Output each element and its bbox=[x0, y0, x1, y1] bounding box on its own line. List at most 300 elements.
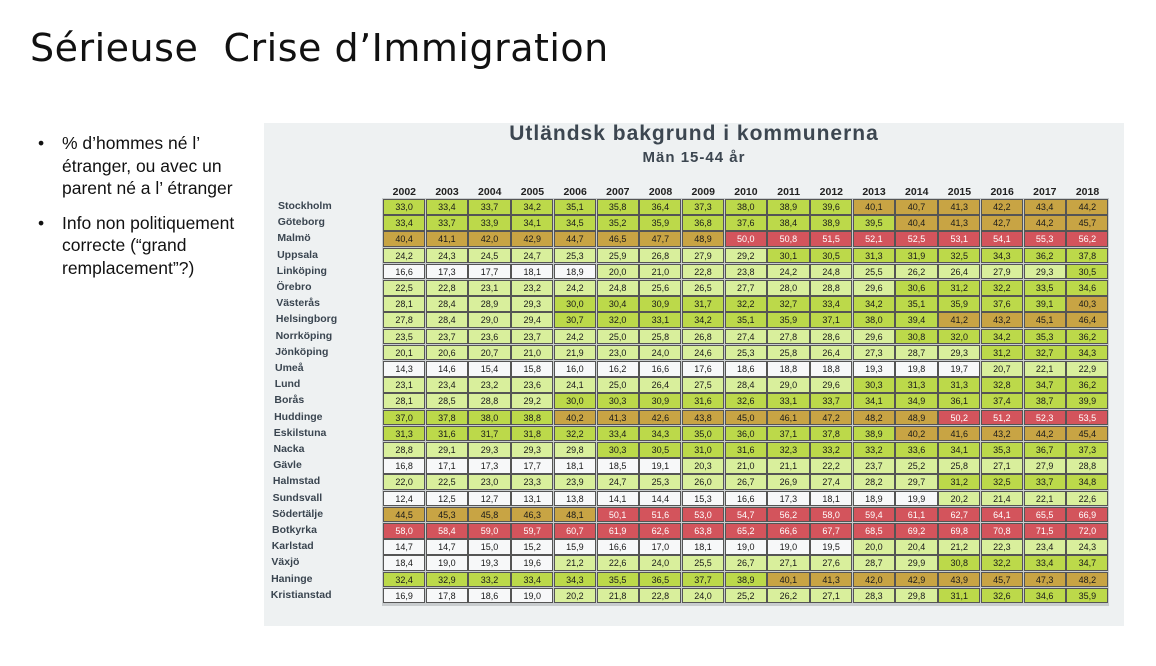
table-cell: 34,7 bbox=[1066, 555, 1108, 571]
table-cell: 22,6 bbox=[1066, 491, 1108, 507]
table-cell: 32,0 bbox=[597, 312, 639, 328]
table-cell: 65,2 bbox=[725, 523, 767, 539]
table-cell: 23,1 bbox=[383, 377, 425, 393]
table-cell: 30,3 bbox=[853, 377, 895, 393]
table-cell: 40,1 bbox=[853, 199, 895, 215]
table-cell: 58,0 bbox=[383, 523, 425, 539]
table-cell: 30,5 bbox=[1066, 264, 1108, 280]
table-cell: 33,0 bbox=[383, 199, 425, 215]
table-cell: 32,5 bbox=[981, 474, 1023, 490]
table-cell: 45,8 bbox=[468, 507, 510, 523]
table-cell: 40,4 bbox=[383, 231, 425, 247]
table-cell: 22,2 bbox=[810, 458, 852, 474]
table-cell: 40,2 bbox=[554, 410, 596, 426]
table-cell: 40,7 bbox=[895, 199, 937, 215]
table-cell: 43,2 bbox=[981, 312, 1023, 328]
table-cell: 23,2 bbox=[468, 377, 510, 393]
table-cell: 58,4 bbox=[426, 523, 468, 539]
table-cell: 37,1 bbox=[767, 426, 809, 442]
table-cell: 31,1 bbox=[938, 588, 980, 604]
year-header: 2009 bbox=[691, 186, 715, 198]
table-cell: 33,7 bbox=[1024, 474, 1066, 490]
table-cell: 31,3 bbox=[938, 377, 980, 393]
table-cell: 19,7 bbox=[938, 361, 980, 377]
table-cell: 16,6 bbox=[725, 491, 767, 507]
table-cell: 41,2 bbox=[938, 312, 980, 328]
table-cell: 33,7 bbox=[426, 215, 468, 231]
table-cell: 32,2 bbox=[981, 555, 1023, 571]
table-cell: 22,3 bbox=[981, 539, 1023, 555]
table-cell: 19,0 bbox=[426, 555, 468, 571]
table-cell: 21,2 bbox=[554, 555, 596, 571]
table-cell: 38,4 bbox=[767, 215, 809, 231]
table-cell: 43,4 bbox=[1024, 199, 1066, 215]
table-cell: 45,3 bbox=[426, 507, 468, 523]
table-cell: 22,5 bbox=[426, 474, 468, 490]
table-cell: 37,0 bbox=[383, 410, 425, 426]
table-cell: 26,0 bbox=[682, 474, 724, 490]
table-cell: 32,5 bbox=[938, 248, 980, 264]
table-cell: 29,0 bbox=[468, 312, 510, 328]
city-label: Södertälje bbox=[272, 507, 324, 520]
table-cell: 38,7 bbox=[1024, 393, 1066, 409]
table-cell: 45,7 bbox=[1066, 215, 1108, 231]
table-cell: 33,4 bbox=[1024, 555, 1066, 571]
table-cell: 25,3 bbox=[554, 248, 596, 264]
table-cell: 44,5 bbox=[383, 507, 425, 523]
table-cell: 16,6 bbox=[597, 539, 639, 555]
table-cell: 19,0 bbox=[767, 539, 809, 555]
table-cell: 38,9 bbox=[853, 426, 895, 442]
table-cell: 30,6 bbox=[895, 280, 937, 296]
table-cell: 29,4 bbox=[511, 312, 553, 328]
table-cell: 31,2 bbox=[938, 280, 980, 296]
table-cell: 35,3 bbox=[981, 442, 1023, 458]
table-cell: 38,9 bbox=[767, 199, 809, 215]
table-cell: 24,2 bbox=[383, 248, 425, 264]
table-cell: 36,7 bbox=[1024, 442, 1066, 458]
table-cell: 29,3 bbox=[511, 296, 553, 312]
table-cell: 31,8 bbox=[511, 426, 553, 442]
table-cell: 29,6 bbox=[810, 377, 852, 393]
table-cell: 26,8 bbox=[639, 248, 681, 264]
table-cell: 68,5 bbox=[853, 523, 895, 539]
table-cell: 35,9 bbox=[767, 312, 809, 328]
table-cell: 32,7 bbox=[767, 296, 809, 312]
table-cell: 31,7 bbox=[682, 296, 724, 312]
table-cell: 25,9 bbox=[597, 248, 639, 264]
table-cell: 26,7 bbox=[725, 555, 767, 571]
table-cell: 47,7 bbox=[639, 231, 681, 247]
table-cell: 40,3 bbox=[1066, 296, 1108, 312]
table-cell: 38,9 bbox=[725, 572, 767, 588]
table-cell: 20,7 bbox=[468, 345, 510, 361]
table-cell: 34,6 bbox=[1066, 280, 1108, 296]
table-cell: 33,7 bbox=[810, 393, 852, 409]
table-cell: 53,1 bbox=[938, 231, 980, 247]
table-cell: 39,6 bbox=[810, 199, 852, 215]
table-cell: 33,1 bbox=[639, 312, 681, 328]
table-cell: 19,6 bbox=[511, 555, 553, 571]
table-cell: 29,6 bbox=[853, 329, 895, 345]
table-cell: 34,6 bbox=[1024, 588, 1066, 604]
year-header: 2016 bbox=[990, 186, 1014, 198]
table-cell: 39,9 bbox=[1066, 393, 1108, 409]
table-cell: 35,2 bbox=[597, 215, 639, 231]
table-cell: 19,0 bbox=[725, 539, 767, 555]
table-cell: 32,6 bbox=[725, 393, 767, 409]
table-cell: 28,7 bbox=[853, 555, 895, 571]
table-cell: 31,6 bbox=[682, 393, 724, 409]
table-cell: 34,8 bbox=[1066, 474, 1108, 490]
table-cell: 18,1 bbox=[810, 491, 852, 507]
table-cell: 27,9 bbox=[981, 264, 1023, 280]
slide-title: Sérieuse Crise d’Immigration bbox=[30, 26, 609, 70]
table-cell: 26,7 bbox=[725, 474, 767, 490]
table-cell: 14,1 bbox=[597, 491, 639, 507]
table-cell: 30,1 bbox=[767, 248, 809, 264]
year-header: 2018 bbox=[1075, 186, 1100, 198]
table-cell: 59,4 bbox=[853, 507, 895, 523]
table-cell: 30,8 bbox=[895, 329, 937, 345]
table-cell: 18,1 bbox=[554, 458, 596, 474]
table-cell: 17,3 bbox=[468, 458, 510, 474]
table-cell: 45,0 bbox=[725, 410, 767, 426]
table-cell: 26,4 bbox=[938, 264, 980, 280]
city-label: Malmö bbox=[277, 232, 311, 245]
table-cell: 25,8 bbox=[938, 458, 980, 474]
table-cell: 19,3 bbox=[853, 361, 895, 377]
table-cell: 17,0 bbox=[639, 539, 681, 555]
year-header: 2014 bbox=[905, 186, 929, 198]
table-cell: 28,6 bbox=[810, 329, 852, 345]
table-cell: 24,0 bbox=[639, 345, 681, 361]
table-cell: 28,8 bbox=[1066, 458, 1108, 474]
table-cell: 14,7 bbox=[426, 539, 468, 555]
table-cell: 41,6 bbox=[938, 426, 980, 442]
table-cell: 35,8 bbox=[597, 199, 639, 215]
table-cell: 34,2 bbox=[511, 199, 553, 215]
table-cell: 35,9 bbox=[639, 215, 681, 231]
table-cell: 22,9 bbox=[1066, 361, 1108, 377]
table-cell: 37,3 bbox=[1066, 442, 1108, 458]
table-cell: 13,8 bbox=[554, 491, 596, 507]
table-cell: 53,0 bbox=[682, 507, 724, 523]
table-cell: 16,8 bbox=[383, 458, 425, 474]
table-cell: 15,0 bbox=[468, 539, 510, 555]
table-cell: 31,3 bbox=[895, 377, 937, 393]
table-cell: 22,5 bbox=[383, 280, 425, 296]
table-cell: 19,5 bbox=[810, 539, 852, 555]
year-header: 2007 bbox=[606, 186, 630, 198]
table-cell: 24,8 bbox=[810, 264, 852, 280]
city-label: Nacka bbox=[273, 443, 305, 455]
city-label: Norrköping bbox=[275, 329, 333, 342]
city-label: Lund bbox=[274, 378, 301, 391]
table-cell: 16,2 bbox=[597, 361, 639, 377]
table-cell: 29,6 bbox=[853, 280, 895, 296]
table-cell: 17,7 bbox=[511, 458, 553, 474]
table-cell: 14,6 bbox=[426, 361, 468, 377]
table-cell: 25,0 bbox=[597, 377, 639, 393]
table-cell: 52,5 bbox=[895, 231, 937, 247]
table-cell: 39,5 bbox=[853, 215, 895, 231]
table-cell: 70,8 bbox=[981, 523, 1023, 539]
table-cell: 37,1 bbox=[810, 312, 852, 328]
table-cell: 34,2 bbox=[682, 312, 724, 328]
table-cell: 26,2 bbox=[767, 588, 809, 604]
table-cell: 32,8 bbox=[981, 377, 1023, 393]
table-cell: 21,0 bbox=[639, 264, 681, 280]
table-cell: 17,3 bbox=[767, 491, 809, 507]
city-label: Halmstad bbox=[272, 475, 321, 488]
table-cell: 22,8 bbox=[682, 264, 724, 280]
table-cell: 37,7 bbox=[682, 572, 724, 588]
city-label: Göteborg bbox=[277, 216, 325, 229]
table-cell: 22,8 bbox=[639, 588, 681, 604]
year-header: 2013 bbox=[862, 186, 886, 198]
table-cell: 32,2 bbox=[554, 426, 596, 442]
table-cell: 40,1 bbox=[767, 572, 809, 588]
table-cell: 24,1 bbox=[554, 377, 596, 393]
table-cell: 32,2 bbox=[725, 296, 767, 312]
table-cell: 27,9 bbox=[1024, 458, 1066, 474]
table-cell: 24,3 bbox=[426, 248, 468, 264]
table-cell: 66,6 bbox=[767, 523, 809, 539]
table-cell: 50,2 bbox=[938, 410, 980, 426]
table-cell: 34,7 bbox=[1024, 377, 1066, 393]
table-cell: 58,0 bbox=[810, 507, 852, 523]
table-cell: 31,2 bbox=[981, 345, 1023, 361]
table-cell: 17,7 bbox=[468, 264, 510, 280]
table-cell: 30,4 bbox=[597, 296, 639, 312]
table-cell: 29,0 bbox=[767, 377, 809, 393]
table-cell: 69,2 bbox=[895, 523, 937, 539]
table-cell: 27,9 bbox=[682, 248, 724, 264]
table-cell: 23,5 bbox=[383, 329, 425, 345]
table-cell: 21,8 bbox=[597, 588, 639, 604]
table-cell: 20,7 bbox=[981, 361, 1023, 377]
table-cell: 41,3 bbox=[597, 410, 639, 426]
table-cell: 41,3 bbox=[810, 572, 852, 588]
table-cell: 30,0 bbox=[554, 393, 596, 409]
table-cell: 21,9 bbox=[554, 345, 596, 361]
table-cell: 29,3 bbox=[938, 345, 980, 361]
table-cell: 30,9 bbox=[639, 296, 681, 312]
year-header: 2006 bbox=[563, 186, 587, 198]
table-cell: 34,1 bbox=[938, 442, 980, 458]
table-cell: 34,2 bbox=[981, 329, 1023, 345]
table-cell: 21,1 bbox=[767, 458, 809, 474]
city-label: Eskilstuna bbox=[273, 426, 327, 439]
city-label: Kristianstad bbox=[270, 588, 332, 601]
table-cell: 15,3 bbox=[682, 491, 724, 507]
table-cell: 34,3 bbox=[554, 572, 596, 588]
table-cell: 32,9 bbox=[426, 572, 468, 588]
table-cell: 29,3 bbox=[511, 442, 553, 458]
table-cell: 41,3 bbox=[938, 199, 980, 215]
table-cell: 29,2 bbox=[511, 393, 553, 409]
table-cell: 16,0 bbox=[554, 361, 596, 377]
table-cell: 66,9 bbox=[1066, 507, 1108, 523]
table-cell: 23,2 bbox=[511, 280, 553, 296]
table-cell: 64,1 bbox=[981, 507, 1023, 523]
year-header: 2011 bbox=[777, 186, 801, 198]
table-cell: 14,4 bbox=[639, 491, 681, 507]
table-cell: 20,0 bbox=[853, 539, 895, 555]
table-cell: 19,0 bbox=[511, 588, 553, 604]
table-cell: 29,8 bbox=[895, 588, 937, 604]
year-header: 2003 bbox=[435, 186, 459, 198]
table-cell: 24,6 bbox=[682, 345, 724, 361]
table-cell: 18,9 bbox=[853, 491, 895, 507]
table-cell: 28,0 bbox=[767, 280, 809, 296]
table-cell: 56,2 bbox=[767, 507, 809, 523]
table-cell: 22,1 bbox=[1024, 491, 1066, 507]
table-cell: 22,6 bbox=[597, 555, 639, 571]
table-cell: 21,4 bbox=[981, 491, 1023, 507]
bullet-item: • Info non politiquement correcte (“grand remplacement”?) bbox=[38, 212, 253, 280]
table-cell: 41,3 bbox=[938, 215, 980, 231]
table-cell: 21,0 bbox=[511, 345, 553, 361]
year-header: 2015 bbox=[947, 186, 972, 198]
table-cell: 32,7 bbox=[1024, 345, 1066, 361]
table-cell: 46,4 bbox=[1066, 312, 1108, 328]
table-cell: 43,2 bbox=[981, 426, 1023, 442]
table-cell: 28,2 bbox=[853, 474, 895, 490]
table-cell: 26,8 bbox=[682, 329, 724, 345]
table-cell: 28,4 bbox=[426, 296, 468, 312]
table-cell: 30,3 bbox=[597, 393, 639, 409]
table-cell: 18,8 bbox=[767, 361, 809, 377]
table-cell: 71,5 bbox=[1024, 523, 1066, 539]
table-cell: 34,2 bbox=[853, 296, 895, 312]
table-cell: 30,0 bbox=[554, 296, 596, 312]
table-cell: 23,3 bbox=[511, 474, 553, 490]
table-cell: 36,2 bbox=[1024, 248, 1066, 264]
table-cell: 37,6 bbox=[725, 215, 767, 231]
table-cell: 45,7 bbox=[981, 572, 1023, 588]
table-cell: 28,5 bbox=[426, 393, 468, 409]
table-cell: 18,1 bbox=[511, 264, 553, 280]
table-cell: 17,1 bbox=[426, 458, 468, 474]
table-cell: 37,8 bbox=[810, 426, 852, 442]
table-cell: 25,2 bbox=[895, 458, 937, 474]
table-cell: 23,0 bbox=[468, 474, 510, 490]
table-cell: 50,0 bbox=[725, 231, 767, 247]
table-cell: 34,1 bbox=[511, 215, 553, 231]
table-cell: 22,1 bbox=[1024, 361, 1066, 377]
table-cell: 18,6 bbox=[725, 361, 767, 377]
city-label: Örebro bbox=[276, 281, 312, 293]
table-cell: 42,7 bbox=[981, 215, 1023, 231]
table-cell: 14,7 bbox=[383, 539, 425, 555]
table-cell: 23,6 bbox=[511, 377, 553, 393]
table-cell: 20,4 bbox=[895, 539, 937, 555]
table-cell: 35,1 bbox=[895, 296, 937, 312]
table-cell: 61,9 bbox=[597, 523, 639, 539]
table-cell: 23,7 bbox=[853, 458, 895, 474]
table-cell: 40,4 bbox=[895, 215, 937, 231]
year-header: 2004 bbox=[478, 186, 502, 198]
city-label: Helsingborg bbox=[275, 313, 338, 326]
table-cell: 21,2 bbox=[938, 539, 980, 555]
city-label: Botkyrka bbox=[272, 524, 317, 536]
table-cell: 23,4 bbox=[426, 377, 468, 393]
table-cell: 27,3 bbox=[853, 345, 895, 361]
table-cell: 35,5 bbox=[597, 572, 639, 588]
bullet-list bbox=[38, 132, 253, 291]
table-cell: 27,6 bbox=[810, 555, 852, 571]
table-cell: 33,6 bbox=[895, 442, 937, 458]
table-cell: 30,8 bbox=[938, 555, 980, 571]
city-label: Huddinge bbox=[274, 410, 323, 423]
table-cell: 51,6 bbox=[639, 507, 681, 523]
table-cell: 17,3 bbox=[426, 264, 468, 280]
table-cell: 36,1 bbox=[938, 393, 980, 409]
table-cell: 47,3 bbox=[1024, 572, 1066, 588]
table-cell: 14,3 bbox=[383, 361, 425, 377]
table-cell: 28,3 bbox=[853, 588, 895, 604]
city-label: Haninge bbox=[271, 572, 313, 585]
table-cell: 48,2 bbox=[1066, 572, 1108, 588]
table-cell: 27,4 bbox=[725, 329, 767, 345]
table-cell: 12,7 bbox=[468, 491, 510, 507]
table-cell: 20,3 bbox=[682, 458, 724, 474]
year-header: 2017 bbox=[1033, 186, 1057, 198]
table-cell: 54,7 bbox=[725, 507, 767, 523]
table-cell: 38,0 bbox=[853, 312, 895, 328]
table-cell: 24,2 bbox=[767, 264, 809, 280]
table-cell: 23,4 bbox=[1024, 539, 1066, 555]
table-cell: 29,1 bbox=[426, 442, 468, 458]
table-cell: 28,8 bbox=[468, 393, 510, 409]
table-cell: 28,1 bbox=[383, 296, 425, 312]
table-cell: 25,3 bbox=[725, 345, 767, 361]
table-cell: 31,9 bbox=[895, 248, 937, 264]
table-cell: 48,9 bbox=[895, 410, 937, 426]
table-cell: 29,9 bbox=[895, 555, 937, 571]
table-cell: 37,6 bbox=[981, 296, 1023, 312]
table-cell: 24,0 bbox=[682, 588, 724, 604]
table-cell: 16,6 bbox=[639, 361, 681, 377]
table-cell: 24,2 bbox=[554, 280, 596, 296]
table-cell: 20,2 bbox=[554, 588, 596, 604]
table-cell: 32,6 bbox=[981, 588, 1023, 604]
table-cell: 27,1 bbox=[981, 458, 1023, 474]
table-cell: 23,7 bbox=[426, 329, 468, 345]
table-cell: 24,2 bbox=[554, 329, 596, 345]
data-table-image bbox=[264, 123, 1124, 626]
table-cell: 38,9 bbox=[810, 215, 852, 231]
table-cell: 20,0 bbox=[597, 264, 639, 280]
table-cell: 15,9 bbox=[554, 539, 596, 555]
table-cell: 34,5 bbox=[554, 215, 596, 231]
table-cell: 24,0 bbox=[639, 555, 681, 571]
table-cell: 48,9 bbox=[682, 231, 724, 247]
table-cell: 24,5 bbox=[468, 248, 510, 264]
table-cell: 37,4 bbox=[981, 393, 1023, 409]
table-cell: 32,4 bbox=[383, 572, 425, 588]
table-cell: 56,2 bbox=[1066, 231, 1108, 247]
table-cell: 26,5 bbox=[682, 280, 724, 296]
table-cell: 39,1 bbox=[1024, 296, 1066, 312]
table-cell: 45,4 bbox=[1066, 426, 1108, 442]
bullet-item: • % d’hommes né l’ étranger, ou avec un parent né a l’ étranger bbox=[38, 132, 253, 200]
table-cell: 31,3 bbox=[383, 426, 425, 442]
table-cell: 25,6 bbox=[639, 280, 681, 296]
table-cell: 41,1 bbox=[426, 231, 468, 247]
